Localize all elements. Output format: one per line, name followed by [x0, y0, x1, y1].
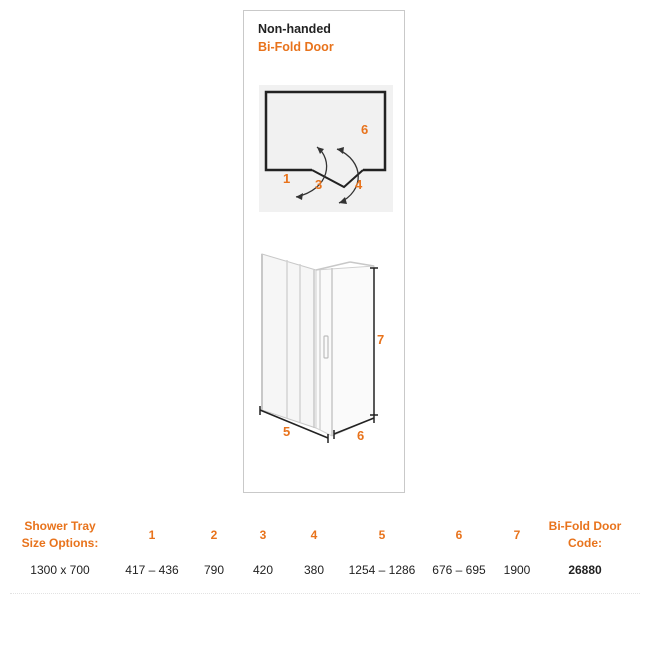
table-header-size-options [10, 518, 110, 552]
cell-dim-3: 420 [252, 563, 274, 577]
table-divider [10, 593, 640, 594]
header-size-line1: Shower Tray [24, 519, 96, 533]
enclosure-front-glass [262, 254, 316, 428]
cell-dim-5: 1254 – 1286 [348, 563, 416, 577]
iso-label-6: 6 [357, 428, 365, 443]
enclosure-3d-diagram [250, 240, 400, 450]
table-header-3: 3 [259, 528, 267, 542]
table-header-2: 2 [210, 528, 218, 542]
plan-view-diagram [259, 85, 393, 212]
iso-label-5: 5 [283, 424, 291, 439]
plan-label-1: 1 [283, 171, 291, 186]
cell-dim-7: 1900 [503, 563, 531, 577]
enclosure-side-glass [316, 266, 374, 436]
table-header-1: 1 [148, 528, 156, 542]
table-header-6: 6 [455, 528, 463, 542]
header-size-line2: Size Options: [21, 536, 99, 550]
cell-dim-2: 790 [203, 563, 225, 577]
iso-label-7: 7 [377, 332, 385, 347]
card-title: Non-handed [258, 22, 331, 36]
cell-size: 1300 x 700 [30, 563, 90, 577]
cell-dim-1: 417 – 436 [125, 563, 179, 577]
cell-dim-6: 676 – 695 [432, 563, 486, 577]
table-header-5: 5 [378, 528, 386, 542]
cell-dim-4: 380 [303, 563, 325, 577]
cell-door-code: 26880 [568, 563, 602, 577]
plan-label-3: 3 [315, 177, 323, 192]
card-subtitle: Bi-Fold Door [258, 40, 334, 54]
table-header-7: 7 [513, 528, 521, 542]
table-header-4: 4 [310, 528, 318, 542]
header-code-line2: Code: [568, 536, 602, 550]
plan-label-4: 4 [355, 177, 363, 192]
table-header-door-code [541, 518, 629, 552]
header-code-line1: Bi-Fold Door [548, 519, 622, 533]
plan-label-6: 6 [361, 122, 369, 137]
